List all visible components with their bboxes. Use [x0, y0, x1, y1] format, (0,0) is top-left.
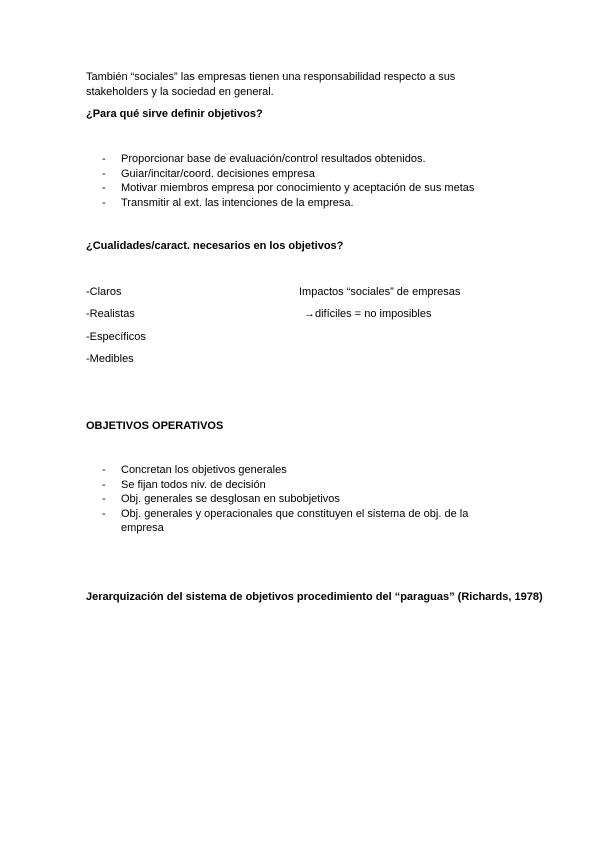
quality-item: -Claros	[86, 286, 122, 298]
list-item: - Concretan los objetivos generales	[86, 463, 506, 478]
heading-purpose: ¿Para qué sirve definir objetivos?	[86, 108, 263, 120]
quality-item: -Realistas	[86, 308, 135, 320]
operational-list	[86, 463, 506, 536]
list-item: - Se fijan todos niv. de decisión	[86, 478, 506, 493]
quality-item: -Medibles	[86, 353, 134, 365]
list-item: - Transmitir al ext. las intenciones de la empresa.	[86, 196, 506, 211]
list-item: - Motivar miembros empresa por conocimiento y aceptación de sus metas	[86, 181, 506, 196]
heading-hierarchy: Jerarquización del sistema de objetivos procedimiento del “paraguas” (Richards, 1978)	[86, 591, 543, 603]
intro-paragraph: También “sociales” las empresas tienen una responsabilidad respecto a sus stakeholders y la sociedad en general.	[86, 71, 456, 98]
heading-operational: OBJETIVOS OPERATIVOS	[86, 420, 224, 432]
quality-item: -Específicos	[86, 331, 146, 343]
purpose-list	[86, 152, 506, 210]
list-item: - Obj. generales y operacionales que constituyen el sistema de obj. de la empresa	[86, 507, 506, 536]
list-item: - Proporcionar base de evaluación/control resultados obtenidos.	[86, 152, 506, 167]
heading-qualities: ¿Cualidades/caract. necesarios en los objetivos?	[86, 240, 344, 252]
list-item: - Obj. generales se desglosan en subobjetivos	[86, 492, 506, 507]
side-note-difficult: →difíciles = no imposibles	[304, 308, 432, 320]
list-item: - Guiar/incitar/coord. decisiones empresa	[86, 167, 506, 182]
side-note-impacts: Impactos “sociales” de empresas	[299, 286, 461, 298]
